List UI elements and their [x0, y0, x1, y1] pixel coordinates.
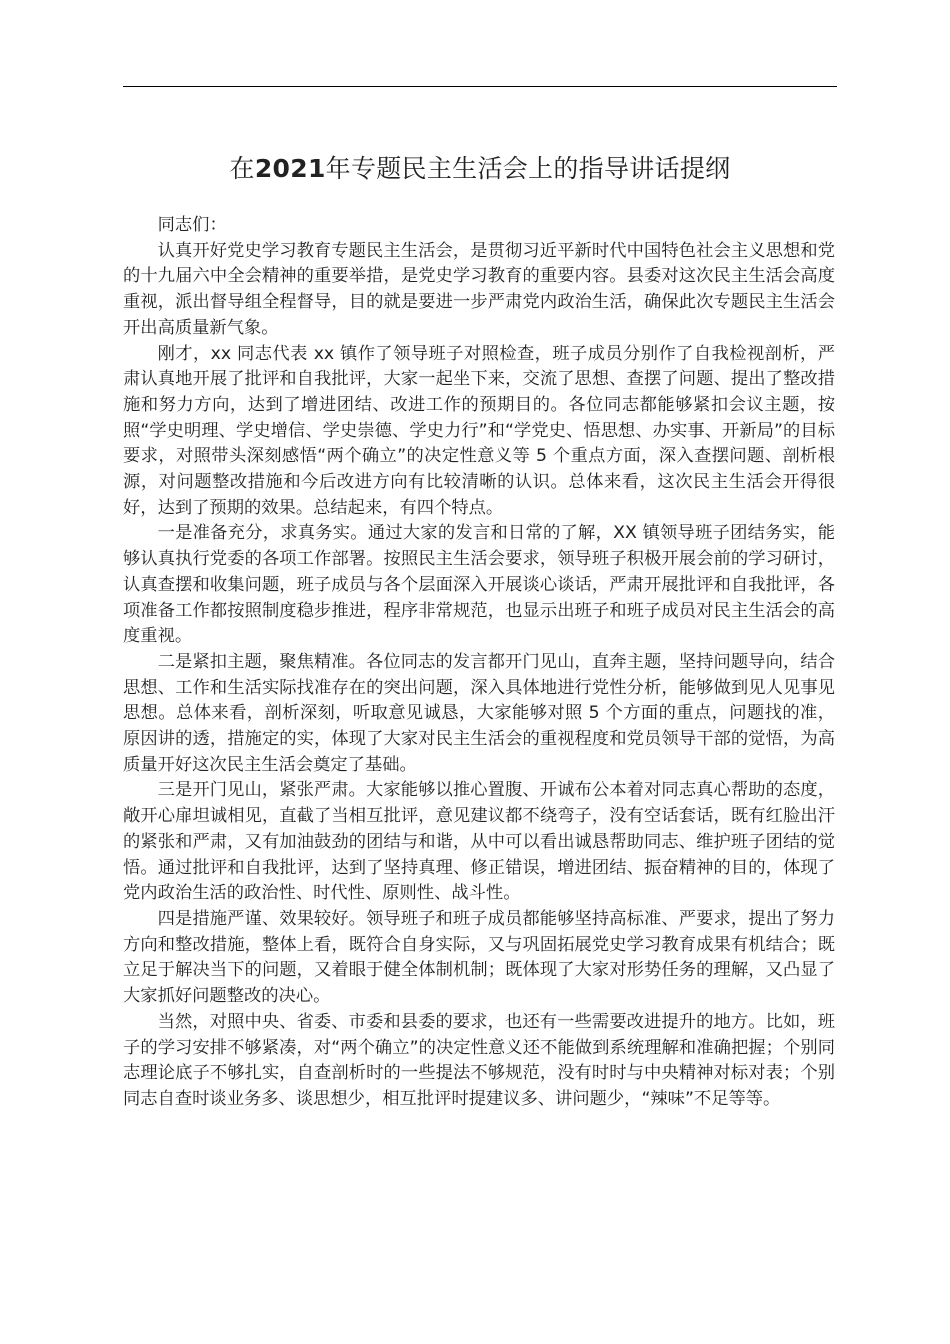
paragraph-summary: 刚才，xx 同志代表 xx 镇作了领导班子对照检查，班子成员分别作了自我检视剖析，严肃认真地开展了批评和自我批评，大家一起坐下来，交流了思想、查摆了问题、提出了整改措施和努力方向，达到了增进团结、改进工作的预期目的。各位同志都能够紧扣会议主题，按照“学史明理、学史增信、学史崇德、学史力行”和“学党史、悟思想、办实事、开新局”的目标要求，对照带头深刻感悟“两个确立”的决定性意义等 5 个重点方面，深入查摆问题、剖析根源，对问题整改措施和今后改进方向有比较清晰的认识。总体来看，这次民主生活会开得很好，达到了预期的效果。总结起来，有四个特点。 — [123, 343, 835, 518]
title-year: 2021 — [254, 154, 326, 183]
paragraph-feature-three: 三是开门见山，紧张严肃。大家能够以推心置腹、开诚布公本着对同志真心帮助的态度，敞开心扉坦诚相见，直截了当相互批评，意见建议都不绕弯子，没有空话套话，既有红脸出汗的紧张和严肃，又有加油鼓劲的团结与和谐，从中可以看出诚恳帮助同志、维护班子团结的觉悟。通过批评和自我批评，达到了坚持真理、修正错误，增进团结、振奋精神的目的，体现了党内政治生活的政治性、时代性、原则性、战斗性。 — [123, 780, 835, 904]
paragraph-intro: 认真开好党史学习教育专题民主生活会，是贯彻习近平新时代中国特色社会主义思想和党的十九届六中全会精神的重要举措，是党史学习教育的重要内容。县委对这次民主生活会高度重视，派出督导组全程督导，目的就是要进一步严肃党内政治生活，确保此次专题民主生活会开出高质量新气象。 — [123, 240, 835, 338]
title-suffix: 年专题民主生活会上的指导讲话提纲 — [325, 154, 731, 183]
paragraph-shortcomings: 当然，对照中央、省委、市委和县委的要求，也还有一些需要改进提升的地方。比如，班子的学习安排不够紧凑，对“两个确立”的决定性意义还不能做到系统理解和准确把握；个别同志理论底子不够扎实，自查剖析时的一些提法不够规范，没有时时与中央精神对标对表；个别同志自查时谈业务多、谈思想少，相互批评时提建议多、讲问题少，“辣味”不足等等。 — [123, 1011, 835, 1109]
document-title — [123, 150, 837, 188]
salutation: 同志们： — [157, 215, 227, 235]
paragraph-feature-two: 二是紧扣主题，聚焦精准。各位同志的发言都开门见山，直奔主题，坚持问题导向，结合思想、工作和生活实际找准存在的突出问题，深入具体地进行党性分析，能够做到见人见事见思想。总体来看，剖析深刻，听取意见诚恳，大家能够对照 5 个方面的重点，问题找的准，原因讲的透，措施定的实，体现了大家对民主生活会的重视程度和党员领导干部的觉悟，为高质量开好这次民主生活会奠定了基础。 — [123, 651, 835, 775]
title-prefix: 在 — [229, 154, 255, 183]
paragraph-feature-one: 一是准备充分，求真务实。通过大家的发言和日常的了解，XX 镇领导班子团结务实，能够认真执行党委的各项工作部署。按照民主生活会要求，领导班子积极开展会前的学习研讨，认真查摆和收集问题，班子成员与各个层面深入开展谈心谈话，严肃开展批评和自我批评，各项准备工作都按照制度稳步推进，程序非常规范，也显示出班子和班子成员对民主生活会的高度重视。 — [123, 523, 835, 647]
paragraph-feature-four: 四是措施严谨、效果较好。领导班子和班子成员都能够坚持高标准、严要求，提出了努力方向和整改措施，整体上看，既符合自身实际，又与巩固拓展党史学习教育成果有机结合；既立足于解决当下的问题，又着眼于健全体制机制；既体现了大家对形势任务的理解，又凸显了大家抓好问题整改的决心。 — [123, 908, 835, 1007]
document-body — [123, 213, 835, 1113]
header-divider — [123, 86, 837, 87]
